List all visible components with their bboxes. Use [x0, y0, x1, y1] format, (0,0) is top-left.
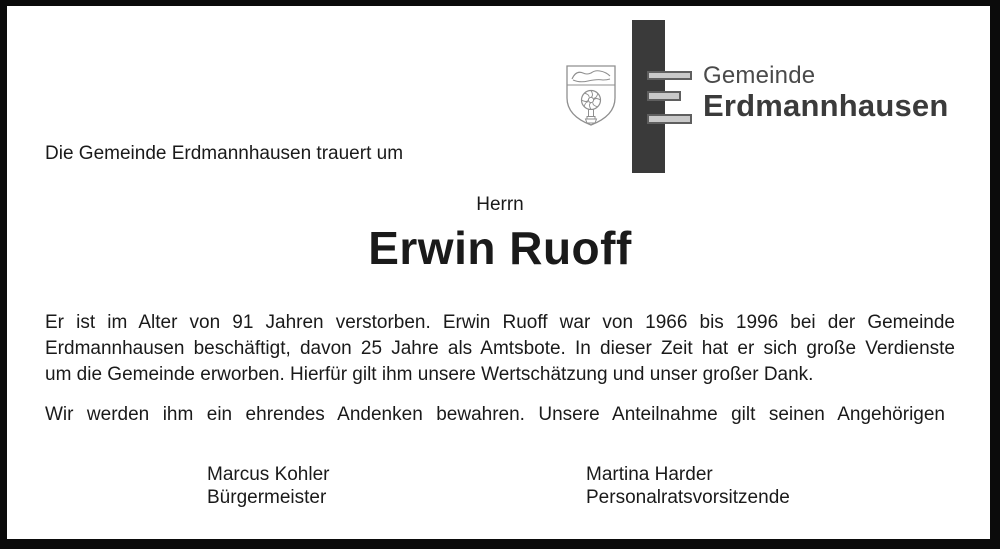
signature-buergermeister — [207, 463, 330, 509]
signature-title: Bürgermeister — [207, 487, 327, 508]
coat-of-arms-icon — [564, 64, 618, 128]
closing-line: Wir werden ihm ein ehrendes Andenken bewahren. Unsere Anteilnahme gilt seinen Angehörigen — [45, 404, 945, 425]
salutation: Herrn — [476, 194, 524, 215]
signature-name: Marcus Kohler — [207, 464, 330, 485]
body-line-3: um die Gemeinde erworben. Hierfür gilt ihm unsere Wertschätzung und unser großer Dank. — [45, 364, 814, 385]
logo-org-name: Erdmannhausen — [703, 88, 949, 123]
logo-rung-top — [647, 71, 692, 80]
logo-rung-bottom — [647, 114, 692, 124]
deceased-name: Erwin Ruoff — [368, 222, 632, 274]
obituary-body — [45, 310, 955, 388]
logo-rung-middle — [647, 91, 681, 101]
intro-line: Die Gemeinde Erdmannhausen trauert um — [45, 143, 404, 164]
body-line-1: Er ist im Alter von 91 Jahren verstorben. Erwin Ruoff war von 1966 bis 1996 bei der Gemeinde — [45, 312, 955, 333]
signature-personalratsvorsitzende — [586, 463, 790, 509]
body-line-2: Erdmannhausen beschäftigt, davon 25 Jahre als Amtsbote. In dieser Zeit hat er sich große Verdienste — [45, 338, 955, 359]
signature-name: Martina Harder — [586, 464, 713, 485]
logo-org-type: Gemeinde — [703, 62, 816, 89]
signature-title: Personalratsvorsitzende — [586, 487, 790, 508]
